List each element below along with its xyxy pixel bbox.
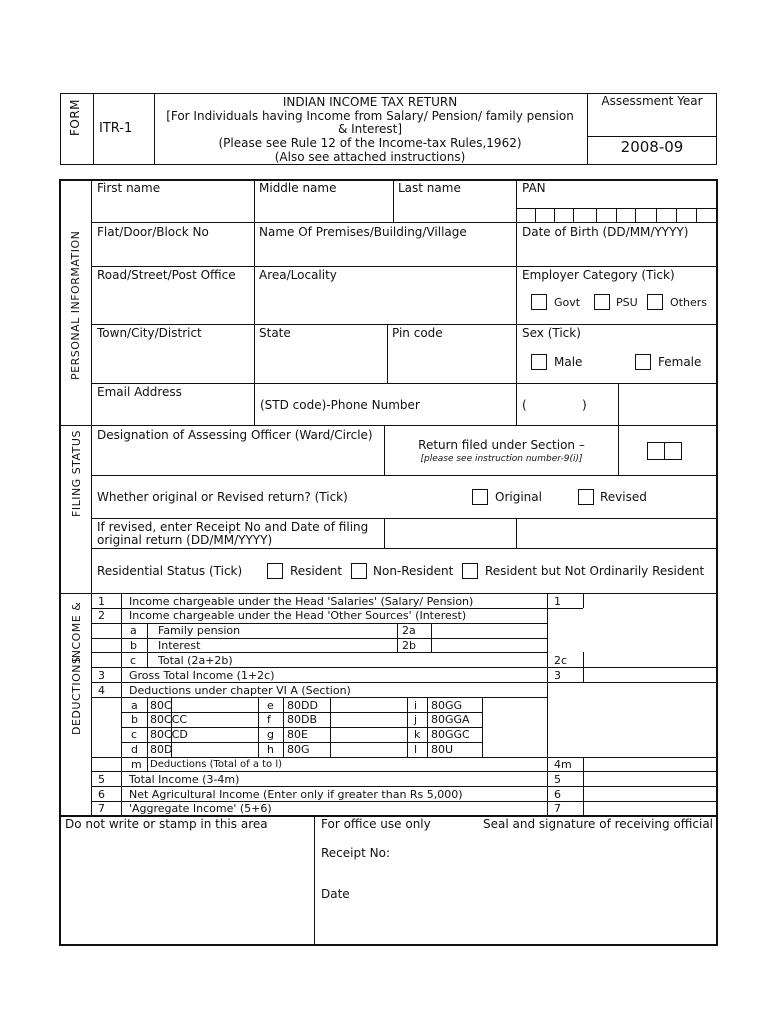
ded-letter: e bbox=[267, 699, 274, 712]
others-label: Others bbox=[670, 296, 707, 309]
ded-letter: k bbox=[414, 728, 421, 741]
form-subtitle-1: [For Individuals having Income from Salary/ Pension/ family pension bbox=[166, 109, 574, 123]
rnor-label: Resident but Not Ordinarily Resident bbox=[485, 564, 705, 578]
revised-label: Revised bbox=[600, 490, 647, 504]
employer-category-label: Employer Category (Tick) bbox=[522, 268, 675, 282]
ded-letter: b bbox=[131, 713, 138, 726]
ded-letter: f bbox=[267, 713, 271, 726]
ded-section: 80GG bbox=[431, 699, 463, 712]
row-3-number: 3 bbox=[98, 669, 105, 682]
row-2-number: 2 bbox=[98, 609, 105, 622]
ded-section: 80G bbox=[287, 743, 310, 756]
assessment-year: 2008-09 bbox=[620, 138, 684, 156]
form-code: ITR-1 bbox=[99, 121, 133, 136]
female-checkbox[interactable] bbox=[635, 354, 651, 370]
row-2-label: Income chargeable under the Head 'Other Sources' (Interest) bbox=[129, 609, 467, 622]
ded-letter: l bbox=[414, 743, 418, 756]
residential-status-label: Residential Status (Tick) bbox=[97, 564, 243, 578]
designation-label: Designation of Assessing Officer (Ward/Circle) bbox=[97, 428, 373, 442]
section-filing-status: FILING STATUS bbox=[70, 430, 83, 517]
row-2b-code: 2b bbox=[402, 639, 416, 652]
row-2a-letter: a bbox=[130, 624, 137, 637]
phone-label: (STD code)-Phone Number bbox=[260, 398, 420, 412]
section-deductions: DEDUCTIONS bbox=[70, 656, 83, 735]
row-7-label: 'Aggregate Income' (5+6) bbox=[129, 802, 272, 815]
row-7-code: 7 bbox=[554, 802, 561, 815]
form-subtitle-3: (Please see Rule 12 of the Income-tax Rules,1962) bbox=[218, 136, 522, 150]
ded-section: 80U bbox=[431, 743, 454, 756]
form-subtitle-2: & Interest] bbox=[337, 122, 403, 136]
row-1-label: Income chargeable under the Head 'Salaries' (Salary/ Pension) bbox=[129, 595, 474, 608]
ded-section: 80D bbox=[150, 743, 173, 756]
original-label: Original bbox=[495, 490, 542, 504]
row-5-number: 5 bbox=[98, 773, 105, 786]
original-question: Whether original or Revised return? (Tick) bbox=[97, 490, 348, 504]
middle-name-label: Middle name bbox=[259, 181, 337, 195]
row-2b-label: Interest bbox=[158, 639, 201, 652]
phone-paren-open: ( bbox=[522, 398, 527, 412]
row-4m-code: 4m bbox=[554, 758, 572, 771]
row-2c-label: Total (2a+2b) bbox=[158, 654, 233, 667]
rnor-checkbox[interactable] bbox=[462, 563, 478, 579]
ded-letter: a bbox=[131, 699, 138, 712]
assessment-year-label: Assessment Year bbox=[601, 94, 703, 108]
ded-letter: h bbox=[267, 743, 274, 756]
ded-section: 80E bbox=[287, 728, 308, 741]
receipt-label: Receipt No: bbox=[321, 846, 390, 860]
row-6-code: 6 bbox=[554, 788, 561, 801]
ded-section: 80C bbox=[150, 699, 172, 712]
last-name-label: Last name bbox=[398, 181, 461, 195]
male-label: Male bbox=[554, 355, 583, 369]
if-revised-label-1: If revised, enter Receipt No and Date of filing bbox=[97, 520, 369, 534]
date-label: Date bbox=[321, 887, 350, 901]
town-label: Town/City/District bbox=[97, 326, 202, 340]
section-income: INCOME & bbox=[70, 601, 83, 662]
row-4m-label: Deductions (Total of a to l) bbox=[150, 759, 283, 770]
form-title: INDIAN INCOME TAX RETURN bbox=[282, 95, 458, 109]
ded-section: 80GGA bbox=[431, 713, 470, 726]
row-2c-code: 2c bbox=[554, 654, 568, 667]
ded-section: 80DD bbox=[287, 699, 318, 712]
revised-checkbox[interactable] bbox=[578, 489, 594, 505]
ded-letter: c bbox=[131, 728, 138, 741]
footer-box bbox=[59, 816, 718, 946]
ded-section: 80CCD bbox=[150, 728, 188, 741]
return-filed-label: Return filed under Section – bbox=[418, 438, 585, 452]
row-7-number: 7 bbox=[98, 802, 105, 815]
dob-label: Date of Birth (DD/MM/YYYY) bbox=[522, 225, 689, 239]
state-label: State bbox=[259, 326, 291, 340]
row-2a-code: 2a bbox=[402, 624, 416, 637]
premises-label: Name Of Premises/Building/Village bbox=[259, 225, 467, 239]
govt-checkbox[interactable] bbox=[531, 294, 547, 310]
ded-letter: g bbox=[267, 728, 274, 741]
ded-section: 80CCC bbox=[150, 713, 188, 726]
first-name-label: First name bbox=[97, 181, 161, 195]
office-use-label: For office use only bbox=[321, 817, 431, 831]
others-checkbox[interactable] bbox=[647, 294, 663, 310]
sex-label: Sex (Tick) bbox=[522, 326, 581, 340]
row-2b-letter: b bbox=[130, 639, 137, 652]
form-subtitle-4: (Also see attached instructions) bbox=[274, 150, 466, 164]
non-resident-label: Non-Resident bbox=[373, 564, 454, 578]
row-6-label: Net Agricultural Income (Enter only if greater than Rs 5,000) bbox=[129, 788, 463, 801]
section-personal-info: PERSONAL INFORMATION bbox=[69, 230, 82, 380]
phone-paren-close: ) bbox=[582, 398, 587, 412]
row-4-number: 4 bbox=[98, 684, 105, 697]
row-3-code: 3 bbox=[554, 669, 561, 682]
psu-checkbox[interactable] bbox=[594, 294, 610, 310]
form-label: FORM bbox=[68, 98, 82, 136]
ded-section: 80DB bbox=[287, 713, 318, 726]
row-3-label: Gross Total Income (1+2c) bbox=[129, 669, 275, 682]
original-checkbox[interactable] bbox=[472, 489, 488, 505]
female-label: Female bbox=[658, 355, 702, 369]
area-label: Area/Locality bbox=[259, 268, 337, 282]
if-revised-label-2: original return (DD/MM/YYYY) bbox=[97, 533, 273, 547]
govt-label: Govt bbox=[554, 296, 581, 309]
resident-label: Resident bbox=[290, 564, 343, 578]
row-1-code: 1 bbox=[554, 595, 561, 608]
instruction-note: [please see instruction number-9(i)] bbox=[420, 454, 583, 464]
seal-label: Seal and signature of receiving official bbox=[483, 817, 714, 831]
row-5-label: Total Income (3-4m) bbox=[129, 773, 240, 786]
ded-letter: i bbox=[414, 699, 418, 712]
ded-section: 80GGC bbox=[431, 728, 470, 741]
row-2a-label: Family pension bbox=[158, 624, 241, 637]
row-6-number: 6 bbox=[98, 788, 105, 801]
row-2c-letter: c bbox=[130, 654, 137, 667]
ded-letter: j bbox=[414, 713, 418, 726]
email-label: Email Address bbox=[97, 385, 182, 399]
ded-letter: d bbox=[131, 743, 138, 756]
psu-label: PSU bbox=[616, 296, 638, 309]
row-5-code: 5 bbox=[554, 773, 561, 786]
row-1-number: 1 bbox=[98, 595, 105, 608]
row-4m-letter: m bbox=[131, 758, 142, 771]
resident-checkbox[interactable] bbox=[267, 563, 283, 579]
row-4-label: Deductions under chapter VI A (Section) bbox=[129, 684, 351, 697]
flat-label: Flat/Door/Block No bbox=[97, 225, 209, 239]
pin-label: Pin code bbox=[392, 326, 443, 340]
male-checkbox[interactable] bbox=[531, 354, 547, 370]
no-write-label: Do not write or stamp in this area bbox=[65, 817, 268, 831]
non-resident-checkbox[interactable] bbox=[351, 563, 367, 579]
pan-label: PAN bbox=[522, 181, 546, 195]
road-label: Road/Street/Post Office bbox=[97, 268, 236, 282]
